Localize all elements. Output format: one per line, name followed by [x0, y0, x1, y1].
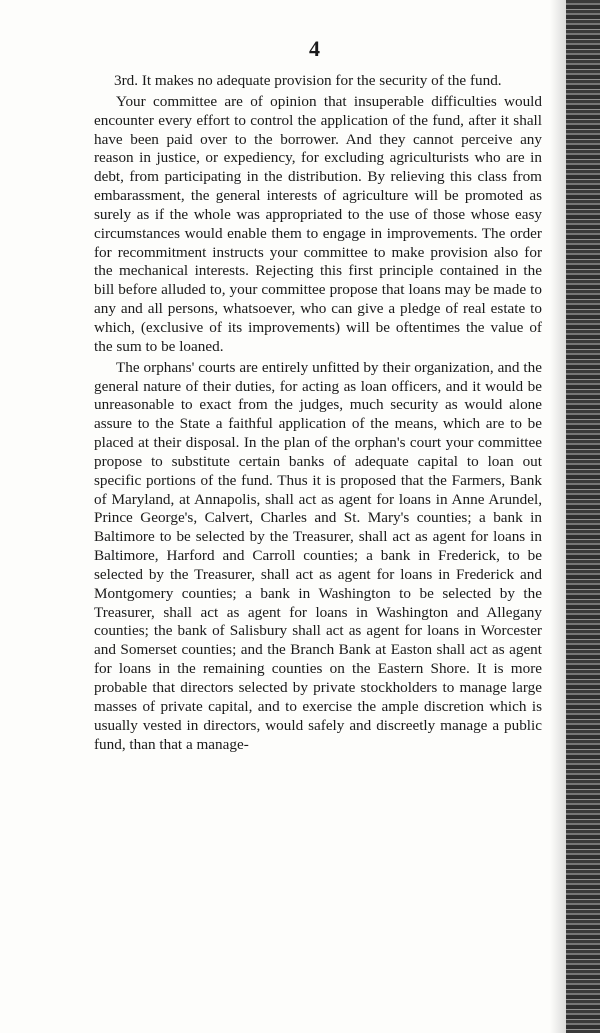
paragraph-third-objection: 3rd. It makes no adequate provision for the security of the fund. [114, 72, 502, 89]
body-text [94, 72, 542, 756]
book-binding-edge [566, 0, 600, 1033]
paragraph-committee-opinion: Your committee are of opinion that insuperable difficulties would encounter every effort to control the application of the fund, after it shall have been paid over to the borrower. And they cannot perceive any reason in justice, or expediency, for excluding agriculturists who are in debt, from participating in the distribution. By relieving this class from embarassment, the general interests of agriculture will be promoted as surely as if the whole was appropriated to the use of those whose easy circumstances would enable them to engage in improvements. The order for recommitment instructs your committee to make provision also for the mechanical interests. Rejecting this first principle contained in the bill before alluded to, your committee propose that loans may be made to any and all persons, whatsoever, who can give a pledge of real estate to which, (exclusive of its improvements) will be oftentimes the value of the sum to be loaned. [94, 92, 542, 355]
binding-shadow [550, 0, 566, 1033]
paragraph-orphans-courts: The orphans' courts are entirely unfitted by their organization, and the general nature of their duties, for acting as loan officers, and it would be unreasonable to exact from the judges, much security as would alone assure to the State a faithful application of the means, which are to be placed at their disposal. In the plan of the orphan's court your committee propose to substitute certain banks of adequate capital to loan out specific portions of the fund. Thus it is proposed that the Farmers, Bank of Maryland, at Annapolis, shall act as agent for loans in Anne Arundel, Prince George's, Calvert, Charles and St. Mary's counties; a bank in Baltimore to be selected by the Treasurer, shall act as agent for loans in Baltimore, Harford and Carroll counties; a bank in Frederick, to be selected by the Treasurer, shall act as agent for loans in Frederick and Montgomery counties; a bank in Washington to be selected by the Treasurer, shall act as agent for loans in Washington and Allegany counties; the bank of Salisbury shall act as agent for loans in Worcester and Somerset counties; and the Branch Bank at Easton shall act as agent for loans in the remaining counties on the Eastern Shore. It is more probable that directors selected by private stockholders to manage large masses of private capital, and to exercise the ample discretion which is usually vested in directors, would safely and discreetly manage a public fund, than that a manage- [94, 358, 542, 753]
page-number: 4 [309, 36, 321, 61]
